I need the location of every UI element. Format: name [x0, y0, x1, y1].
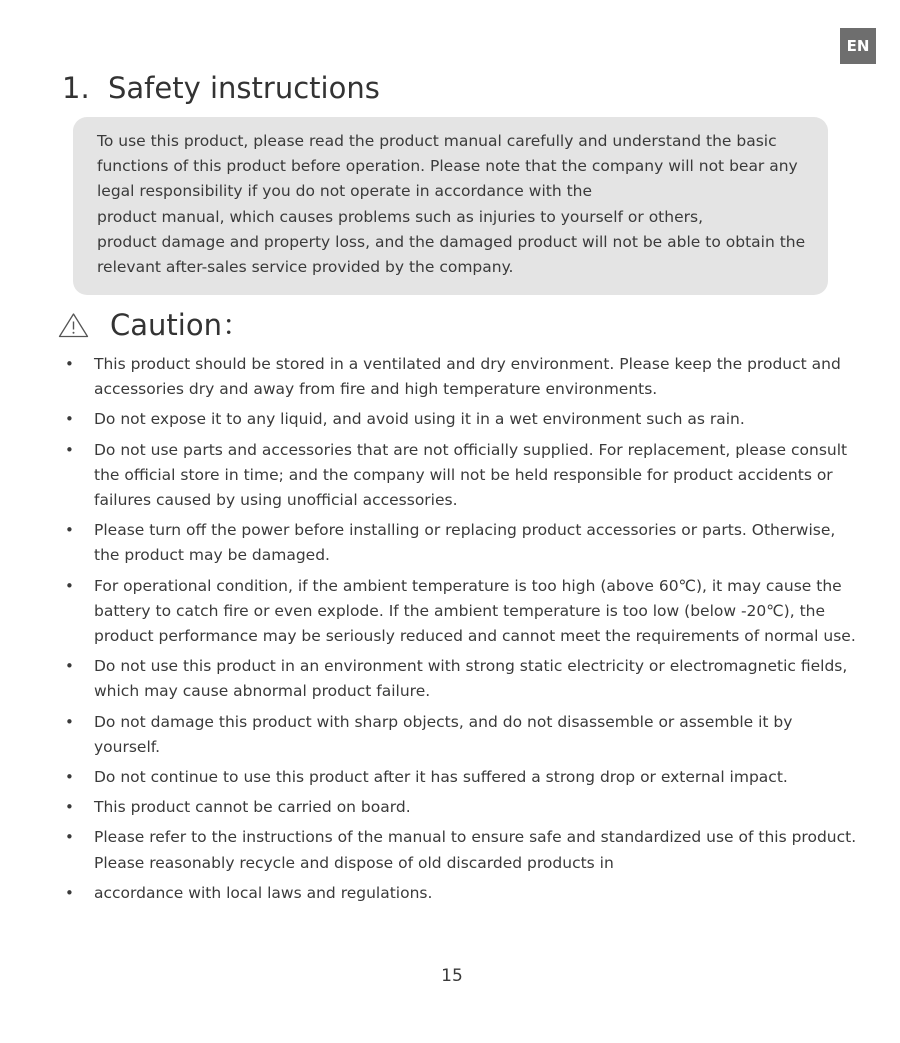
- list-item-text: failures caused by using unofficial accessories.: [94, 491, 458, 510]
- list-item-text: product performance may be seriously reduced and cannot meet the requirements of normal use.: [94, 627, 856, 646]
- intro-line: product damage and property loss, and the damaged product will not be able to obtain the: [97, 232, 806, 251]
- list-item-text: This product should be stored in a ventilated and dry environment. Please keep the product and: [94, 355, 841, 373]
- bullet-marker: •: [65, 355, 74, 373]
- list-item-text: Do not use this product in an environment with strong static electricity or electromagnetic fields,: [94, 657, 848, 676]
- list-item-text: which may cause abnormal product failure.: [94, 682, 431, 701]
- section-title: Safety instructions: [108, 71, 380, 105]
- list-item: [62, 765, 852, 790]
- list-item: [62, 881, 852, 906]
- bullet-marker: •: [65, 712, 74, 731]
- intro-line: relevant after-sales service provided by the company.: [97, 258, 514, 277]
- list-item: [62, 574, 856, 650]
- list-item-text: the product may be damaged.: [94, 546, 330, 565]
- list-item: [62, 438, 852, 514]
- list-item-text: the official store in time; and the company will not be held responsible for product accidents or: [94, 465, 833, 484]
- bullet-marker: •: [65, 828, 74, 847]
- intro-line: legal responsibility if you do not operate in accordance with the: [97, 182, 593, 201]
- list-item-text: Do not expose it to any liquid, and avoid using it in a wet environment such as rain.: [94, 410, 745, 429]
- list-item-text: Do not damage this product with sharp objects, and do not disassemble or assemble it by: [94, 712, 793, 731]
- list-item-text: Please turn off the power before installing or replacing product accessories or parts. Otherwise,: [94, 521, 836, 540]
- list-item-text: Do not use parts and accessories that are not officially supplied. For replacement, please consult: [94, 440, 848, 459]
- bullet-marker: •: [65, 768, 74, 787]
- bullet-marker: •: [65, 521, 74, 540]
- list-item-text: accordance with local laws and regulations.: [94, 883, 433, 902]
- bullet-marker: •: [65, 410, 74, 429]
- bullet-marker: •: [65, 657, 74, 676]
- list-item-text: yourself.: [94, 737, 161, 756]
- caution-title: Caution：: [110, 308, 251, 342]
- list-item: [62, 407, 852, 432]
- list-item-text: battery to catch fire or even explode. If the ambient temperature is too low (below -20℃), the: [94, 601, 826, 620]
- section-heading: [62, 70, 380, 106]
- intro-line: functions of this product before operation. Please note that the company will not bear any: [97, 157, 798, 176]
- bullet-marker: •: [65, 883, 74, 902]
- list-item: [62, 654, 852, 704]
- caution-heading: [58, 306, 251, 344]
- list-item-text: For operational condition, if the ambient temperature is too high (above 60℃), it may cause the: [94, 576, 842, 595]
- bullet-marker: •: [65, 798, 74, 817]
- list-item: [62, 710, 852, 760]
- list-item-text: Please refer to the instructions of the manual to ensure safe and standardized use of this product.: [94, 828, 857, 847]
- list-item: [62, 352, 852, 402]
- section-number: 1.: [62, 71, 90, 105]
- list-item-text: Do not continue to use this product after it has suffered a strong drop or external impact.: [94, 768, 788, 787]
- language-badge: EN: [840, 28, 876, 64]
- intro-notice-box: [73, 117, 828, 295]
- list-item: [62, 795, 852, 820]
- warning-triangle-icon: [58, 312, 89, 338]
- bullet-marker: •: [65, 440, 74, 459]
- intro-line: product manual, which causes problems such as injuries to yourself or others,: [97, 207, 703, 226]
- page-number: 15: [441, 966, 463, 986]
- list-item: [62, 825, 857, 875]
- bullet-marker: •: [65, 576, 74, 595]
- list-item-text: This product cannot be carried on board.: [94, 798, 411, 817]
- list-item-text: accessories dry and away from fire and high temperature environments.: [94, 380, 658, 399]
- caution-list: [62, 352, 857, 911]
- intro-line: To use this product, please read the product manual carefully and understand the basic: [97, 132, 777, 150]
- list-item-text: Please reasonably recycle and dispose of old discarded products in: [94, 853, 614, 872]
- list-item: [62, 518, 852, 568]
